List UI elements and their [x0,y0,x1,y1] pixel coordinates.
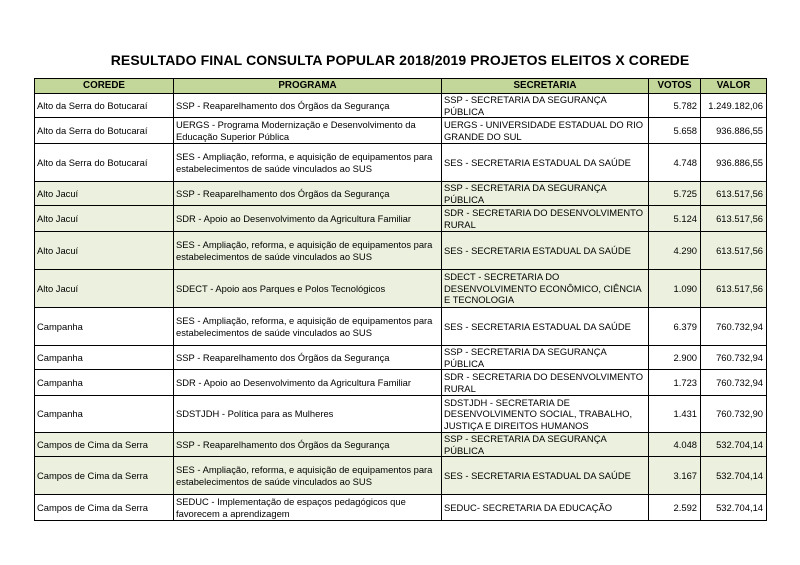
cell-valor: 760.732,90 [701,396,767,433]
cell-secretaria: SDR - SECRETARIA DO DESENVOLVIMENTO RURAL [442,370,649,396]
cell-corede: Alto da Serra do Botucaraí [35,144,174,182]
cell-secretaria: SES - SECRETARIA ESTADUAL DA SAÚDE [442,308,649,346]
cell-programa: SES - Ampliação, reforma, e aquisição de equipamentos para estabelecimentos de saúde vinculados ao SUS [174,308,442,346]
cell-votos: 5.658 [649,118,701,144]
table-row [35,94,767,118]
cell-secretaria: SES - SECRETARIA ESTADUAL DA SAÚDE [442,144,649,182]
table-row [35,144,767,182]
cell-corede: Campos de Cima da Serra [35,457,174,495]
cell-votos: 4.748 [649,144,701,182]
table-row [35,396,767,433]
cell-votos: 2.900 [649,346,701,370]
cell-corede: Campos de Cima da Serra [35,495,174,521]
table-row [35,206,767,232]
cell-corede: Campos de Cima da Serra [35,433,174,457]
cell-votos: 5.782 [649,94,701,118]
cell-secretaria: SSP - SECRETARIA DA SEGURANÇA PÚBLICA [442,182,649,206]
cell-votos: 1.431 [649,396,701,433]
cell-programa: SSP - Reaparelhamento dos Órgãos da Segurança [174,346,442,370]
table-row [35,370,767,396]
cell-corede: Alto Jacuí [35,270,174,308]
cell-corede: Alto da Serra do Botucaraí [35,118,174,144]
cell-votos: 4.290 [649,232,701,270]
cell-valor: 760.732,94 [701,308,767,346]
cell-programa: SDECT - Apoio aos Parques e Polos Tecnológicos [174,270,442,308]
cell-votos: 1.090 [649,270,701,308]
cell-valor: 532.704,14 [701,495,767,521]
page-title: RESULTADO FINAL CONSULTA POPULAR 2018/2019 PROJETOS ELEITOS X COREDE [110,52,690,68]
cell-valor: 760.732,94 [701,346,767,370]
cell-valor: 532.704,14 [701,433,767,457]
cell-secretaria: SSP - SECRETARIA DA SEGURANÇA PÚBLICA [442,346,649,370]
table-header-row [35,79,767,94]
cell-programa: SSP - Reaparelhamento dos Órgãos da Segurança [174,94,442,118]
header-corede: COREDE [35,79,174,94]
table-row [35,457,767,495]
table-row [35,346,767,370]
cell-valor: 1.249.182,06 [701,94,767,118]
cell-valor: 613.517,56 [701,232,767,270]
cell-votos: 5.124 [649,206,701,232]
header-secretaria: SECRETARIA [442,79,649,94]
cell-secretaria: SES - SECRETARIA ESTADUAL DA SAÚDE [442,457,649,495]
cell-corede: Alto da Serra do Botucaraí [35,94,174,118]
cell-corede: Campanha [35,346,174,370]
table-row [35,118,767,144]
cell-programa: SDR - Apoio ao Desenvolvimento da Agricultura Familiar [174,370,442,396]
cell-secretaria: SDR - SECRETARIA DO DESENVOLVIMENTO RURAL [442,206,649,232]
cell-corede: Alto Jacuí [35,232,174,270]
cell-corede: Alto Jacuí [35,206,174,232]
table-row [35,232,767,270]
cell-secretaria: SSP - SECRETARIA DA SEGURANÇA PÚBLICA [442,433,649,457]
cell-programa: SES - Ampliação, reforma, e aquisição de equipamentos para estabelecimentos de saúde vinculados ao SUS [174,457,442,495]
cell-secretaria: SDECT - SECRETARIA DO DESENVOLVIMENTO ECONÔMICO, CIÊNCIA E TECNOLOGIA [442,270,649,308]
cell-valor: 936.886,55 [701,144,767,182]
cell-secretaria: UERGS - UNIVERSIDADE ESTADUAL DO RIO GRANDE DO SUL [442,118,649,144]
header-valor: VALOR [701,79,767,94]
cell-votos: 6.379 [649,308,701,346]
cell-valor: 613.517,56 [701,206,767,232]
header-programa: PROGRAMA [174,79,442,94]
cell-corede: Campanha [35,396,174,433]
cell-votos: 2.592 [649,495,701,521]
cell-valor: 613.517,56 [701,182,767,206]
cell-programa: SES - Ampliação, reforma, e aquisição de equipamentos para estabelecimentos de saúde vinculados ao SUS [174,144,442,182]
cell-valor: 613.517,56 [701,270,767,308]
results-table [34,78,767,521]
cell-programa: SSP - Reaparelhamento dos Órgãos da Segurança [174,433,442,457]
cell-valor: 760.732,94 [701,370,767,396]
table-row [35,270,767,308]
cell-votos: 1.723 [649,370,701,396]
cell-votos: 5.725 [649,182,701,206]
cell-programa: SDR - Apoio ao Desenvolvimento da Agricultura Familiar [174,206,442,232]
cell-valor: 532.704,14 [701,457,767,495]
cell-votos: 4.048 [649,433,701,457]
cell-secretaria: SDSTJDH - SECRETARIA DE DESENVOLVIMENTO SOCIAL, TRABALHO, JUSTIÇA E DIREITOS HUMANOS [442,396,649,433]
cell-corede: Alto Jacuí [35,182,174,206]
table-row [35,495,767,521]
cell-programa: SDSTJDH - Política para as Mulheres [174,396,442,433]
cell-programa: SSP - Reaparelhamento dos Órgãos da Segurança [174,182,442,206]
cell-programa: UERGS - Programa Modernização e Desenvolvimento da Educação Superior Pública [174,118,442,144]
cell-programa: SES - Ampliação, reforma, e aquisição de equipamentos para estabelecimentos de saúde vinculados ao SUS [174,232,442,270]
table-row [35,182,767,206]
cell-votos: 3.167 [649,457,701,495]
cell-programa: SEDUC - Implementação de espaços pedagógicos que favorecem a aprendizagem [174,495,442,521]
table-row [35,433,767,457]
cell-corede: Campanha [35,308,174,346]
cell-secretaria: SEDUC- SECRETARIA DA EDUCAÇÃO [442,495,649,521]
cell-secretaria: SES - SECRETARIA ESTADUAL DA SAÚDE [442,232,649,270]
cell-corede: Campanha [35,370,174,396]
table-row [35,308,767,346]
header-votos: VOTOS [649,79,701,94]
cell-secretaria: SSP - SECRETARIA DA SEGURANÇA PÚBLICA [442,94,649,118]
cell-valor: 936.886,55 [701,118,767,144]
